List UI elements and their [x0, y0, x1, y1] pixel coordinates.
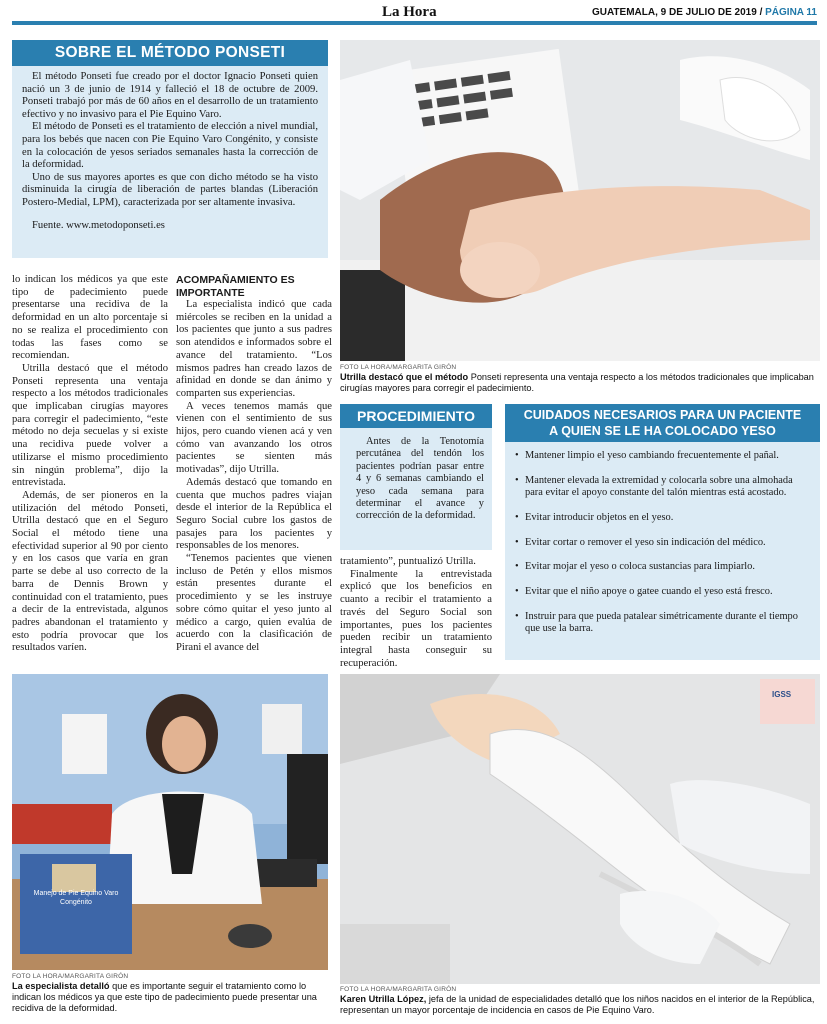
cuidados-list — [505, 442, 820, 635]
masthead — [12, 4, 817, 22]
bullet-icon: • — [515, 610, 519, 622]
caption-left-text: que es importante seguir el tratamiento como lo indican los médicos ya que este tipo de padecimiento puede presentar una recidiva de la deformidad. — [12, 981, 317, 1013]
article-paragraph: “Tenemos pacientes que vienen incluso de Petén y ellos mismos están presentes durante el procedimiento y se les instruye sobre cómo quitar el yeso junto al médico a cargo, quien evalúa de acuerdo con la clasificación de Pirani el avance del — [176, 553, 332, 653]
photo-foot-illustration — [340, 40, 820, 361]
list-item-text: Evitar cortar o remover el yeso sin indicación del médico. — [525, 536, 766, 548]
bullet-icon: • — [515, 511, 519, 523]
book-title: Manejo de Pie Equino Varo Congénito — [33, 890, 119, 906]
article-subhead: ACOMPAÑAMIENTO ES IMPORTANTE — [176, 274, 295, 299]
article-column-2 — [176, 274, 332, 655]
article-column-1 — [12, 274, 168, 655]
article-paragraph: La especialista indicó que cada miércoles se reciben en la unidad a los pacientes que junto a sus padres son atendidos e informados sobre el avance del tratamiento. “Los mismos padres han creado lazos de afinidad en donde se dan ánimo y comparten sus experiencias. — [176, 299, 332, 399]
cuidados-title-line2: A QUIEN SE LE HA COLOCADO YESO — [549, 423, 776, 438]
list-item — [515, 561, 810, 573]
procedimiento-box — [340, 404, 492, 550]
procedimiento-title: PROCEDIMIENTO — [340, 404, 492, 428]
article-paragraph: Utrilla destacó que el método Ponseti representa una ventaja respecto a los métodos tradicionales que implicaban cirugías mayores para corregir el padecimiento, “este método no deja secuelas y si existe una recidiva puede volver a utilizarse el mismo procedimiento sin ningún problema”, dijo la entrevistada. — [12, 362, 168, 489]
sobre-paragraph: El método de Ponseti es el tratamiento de elección a nivel mundial, para los bebés que nacen con Pie Equino Varo Congénito, y consiste en la colocación de yesos seriados semanales hasta la corrección de la deformidad. — [22, 121, 318, 171]
sobre-source: Fuente. www.metodoponseti.es — [32, 219, 165, 231]
list-item-text: Evitar mojar el yeso o coloca sustancias para limpiarlo. — [525, 561, 755, 573]
bullet-icon: • — [515, 450, 519, 461]
list-item — [515, 512, 810, 524]
caption-top — [340, 372, 820, 394]
cuidados-title-line1: CUIDADOS NECESARIOS PARA UN PACIENTE — [523, 408, 802, 422]
list-item — [515, 450, 810, 462]
article-paragraph: Además destacó que tomando en cuenta que muchos padres viajan desde el interior de la República el Seguro Social cubre los gastos de pasajes para los pacientes y responsables de los menores. — [176, 476, 332, 552]
list-item — [515, 537, 810, 549]
cuidados-box — [505, 404, 820, 660]
photo-specialist-illustration — [12, 674, 328, 970]
photo-cast-leg — [340, 674, 820, 984]
sobre-paragraph: Uno de sus mayores aportes es que con dicho método se ha visto disminuida la cirugía de liberación de partes blandas (Liberación Postero-Medial, LPM), caracterizada por ser altamente invasiva. — [22, 171, 318, 208]
photo-specialist — [12, 674, 328, 970]
list-item — [515, 586, 810, 598]
igss-sign: IGSS — [772, 690, 792, 699]
article-paragraph: Además, de ser pioneros en la utilización del método Ponseti, Utrilla destacó que en el Seguro Social el método tiene una efectividad superior al 90 por ciento y en los casos que varía en gran parte se debe al uso correcto de la barra de Dennis Brown y continuidad con el tratamiento, pues a decir de la entrevistada, algunos padres abandonan el tratamiento y esto podría provocar que los resultados varíen. — [12, 489, 168, 654]
sobre-title: SOBRE EL MÉTODO PONSETI — [12, 40, 328, 66]
caption-right-bold: Karen Utrilla López, — [340, 994, 427, 1004]
caption-left-bold: La especialista detalló — [12, 981, 110, 991]
sobre-paragraph: El método Ponseti fue creado por el doctor Ignacio Ponseti quien nació un 3 de junio de 1914 y falleció el 18 de octubre de 2009. Ponseti trabajó por más de 60 años en el desarrollo de un tratamiento efectivo y no invasivo para el Pie Equino Varo. — [22, 71, 318, 120]
list-item-text: Mantener elevada la extremidad y colocarla sobre una almohada para evitar el apoyo constante del talón mientras está acostado. — [525, 474, 793, 498]
article-paragraph: A veces tenemos mamás que vienen con el sentimiento de sus hijos, pero cuando vienen acá y ven cómo van avanzando los otros pacientes se sienten más motivadas”, dijo Utrilla. — [176, 400, 332, 476]
list-item-text: Evitar que el niño apoye o gatee cuando el yeso está fresco. — [525, 586, 773, 598]
caption-top-text: Ponseti representa una ventaja respecto a los métodos tradicionales que implicaban cirugías mayores para corregir el padecimiento. — [340, 372, 814, 393]
cuidados-title — [505, 404, 820, 442]
list-item-text: Instruir para que pueda patalear simétricamente durante el tiempo que use la barra. — [525, 610, 798, 635]
photo-foot-treatment — [340, 40, 820, 361]
bullet-icon: • — [515, 586, 519, 598]
bullet-icon: • — [515, 561, 519, 573]
article-paragraph: Finalmente la entrevistada explicó que los beneficios en cuanto a recibir el tratamiento a través del Seguro Social son importantes, pues los pacientes pueden recibir un tratamiento integral hasta conseguir su recuperación. — [340, 568, 492, 669]
photo-cast-illustration — [340, 674, 820, 984]
date-text: GUATEMALA, 9 DE JULIO DE 2019 / — [591, 7, 763, 18]
caption-right — [340, 994, 820, 1016]
photo-credit-right: FOTO LA HORA/MARGARITA GIRÓN — [340, 986, 457, 993]
photo-credit-top: FOTO LA HORA/MARGARITA GIRÓN — [340, 364, 457, 371]
sobre-metodo-box — [12, 40, 328, 258]
list-item — [515, 611, 810, 635]
date-line — [592, 7, 817, 18]
bullet-icon: • — [515, 536, 519, 548]
procedimiento-body — [340, 428, 492, 523]
sobre-body — [12, 66, 328, 232]
header-rule — [12, 21, 817, 25]
caption-top-bold: Utrilla destacó que el método — [340, 372, 469, 382]
article-paragraph: tratamiento”, puntualizó Utrilla. — [340, 556, 476, 567]
newspaper-logo: La Hora — [382, 4, 437, 20]
list-item — [515, 475, 810, 499]
list-item-text: Evitar introducir objetos en el yeso. — [525, 511, 674, 523]
bullet-icon: • — [515, 474, 519, 486]
article-column-3 — [340, 556, 492, 670]
list-item-text: Mantener limpio el yeso cambiando frecuentemente el pañal. — [525, 450, 779, 461]
photo-credit-left: FOTO LA HORA/MARGARITA GIRÓN — [12, 973, 129, 980]
page-number: PÁGINA 11 — [765, 7, 817, 18]
caption-left — [12, 981, 328, 1014]
article-paragraph: lo indican los médicos ya que este tipo de padecimiento puede presentarse una recidiva de la deformidad en un alto porcentaje si no se realiza el procedimiento con todas las fases como se recomiendan. — [12, 274, 168, 362]
procedimiento-text: Antes de la Tenotomía percutánea del tendón los pacientes podrían pasar entre 4 y 6 semanas cambiando el yeso cada semana para determinar el avance y corrección de la deformidad. — [356, 436, 484, 522]
caption-right-text: jefa de la unidad de especialidades detalló que los niños nacidos en el interior de la República, representan un mayor porcentaje de incidencia en casos de Pie Equino Varo. — [340, 994, 815, 1015]
